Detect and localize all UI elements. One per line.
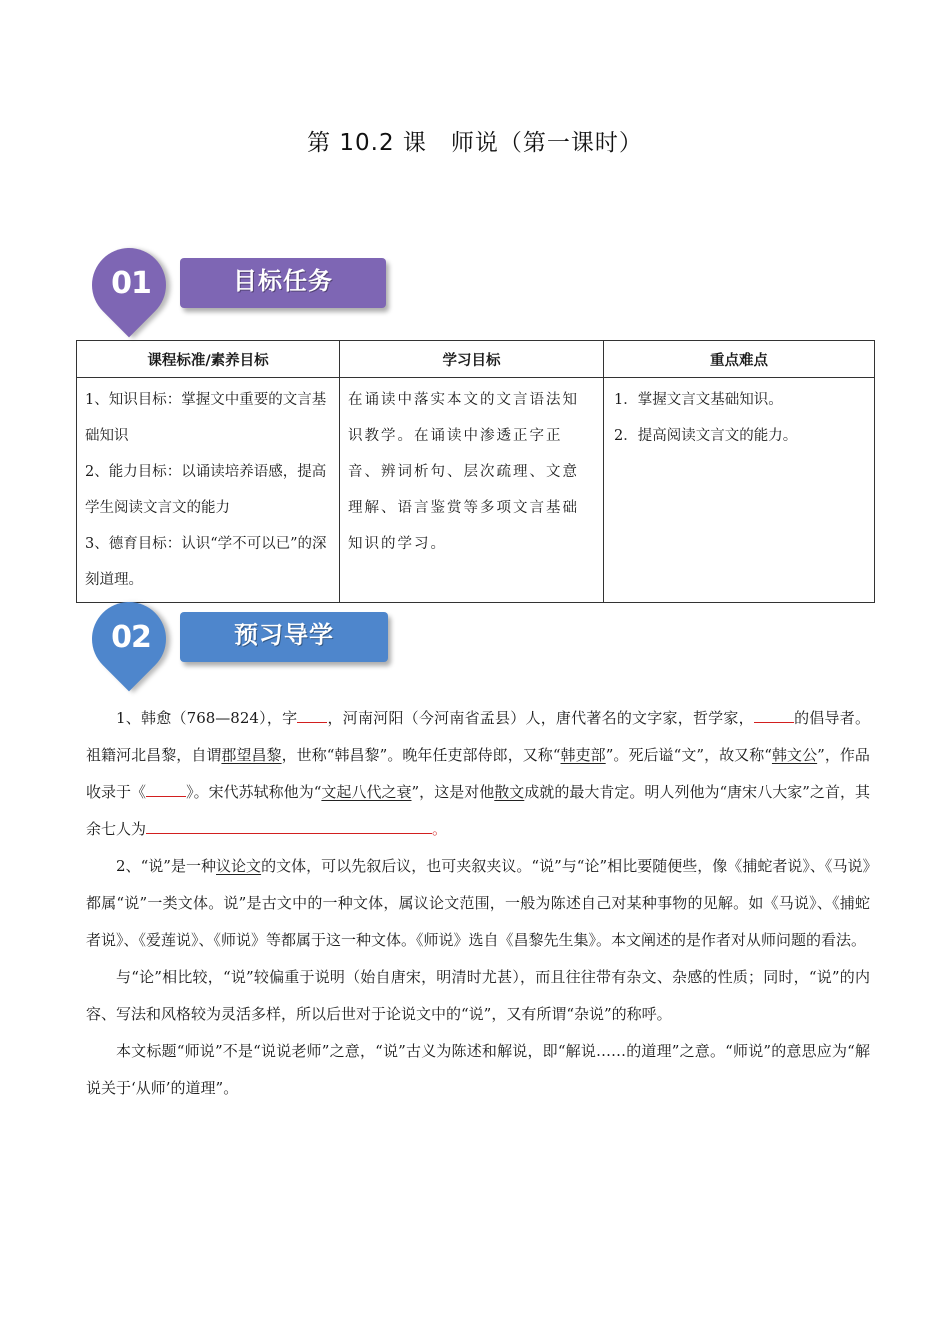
text-run: 成就的最大肯定。明人列他为“唐宋八大家”之首，其余七人为 xyxy=(86,783,870,838)
fill-blank[interactable] xyxy=(146,781,186,797)
badge-label-bar xyxy=(180,612,388,662)
section-badge-goals xyxy=(92,248,392,328)
standard-morality: 3、德育目标：认识“学不可以已”的深刻道理。 xyxy=(85,536,327,588)
paragraph-shuo-genre xyxy=(86,848,870,959)
preview-content xyxy=(86,700,870,1107)
paragraph-comparison: 与“论”相比较，“说”较偏重于说明（始自唐宋，明清时尤甚），而且往往带有杂文、杂感的性质；同时，“说”的内容、写法和风格较为灵活多样，所以后世对于论说文中的“说”，又有所谓“杂说”的称呼。 xyxy=(86,968,870,1023)
text-run: 1、韩愈（768—824），字 xyxy=(116,709,298,727)
underlined-term: 议论文 xyxy=(216,857,262,875)
objectives-cell: 在诵读中落实本文的文言语法知识教学。在诵读中渗透正字正音、辨词析句、层次疏理、文意理解、语言鉴赏等多项文言基础知识的学习。 xyxy=(340,378,604,603)
fill-blank[interactable] xyxy=(297,707,327,723)
badge-label: 预习导学 xyxy=(234,621,334,649)
badge-number: 02 xyxy=(111,620,151,655)
standard-ability: 2、能力目标：以诵读培养语感，提高学生阅读文言文的能力 xyxy=(85,464,327,516)
paragraph-title-meaning: 本文标题“师说”不是“说说老师”之意，“说”古义为陈述和解说，即“解说……的道理”之意。“师说”的意思应为“解说关于‘从师’的道理”。 xyxy=(86,1042,870,1097)
badge-label-bar xyxy=(180,258,386,308)
table-header-row xyxy=(77,341,875,378)
text-run: ”，这是对他 xyxy=(411,783,495,801)
standard-knowledge: 1、知识目标：掌握文中重要的文言基础知识 xyxy=(85,392,327,444)
keypoints-cell xyxy=(604,378,875,603)
underlined-term: 韩吏部 xyxy=(560,746,606,764)
text-run: 。 xyxy=(432,820,448,838)
text-run: ，河南河阳（今河南省孟县）人，唐代著名的文字家，哲学家， xyxy=(327,709,754,727)
underlined-term: 郡望昌黎 xyxy=(221,746,282,764)
page-title xyxy=(0,124,950,157)
table-header-standards: 课程标准/素养目标 xyxy=(77,341,340,378)
title-topic: 师说（第一课时） xyxy=(450,130,643,156)
underlined-term: 文起八代之衰 xyxy=(321,783,412,801)
text-run: ”。死后谥“文”，故又称“ xyxy=(605,746,772,764)
section-badge-preview xyxy=(92,602,392,682)
fill-blank[interactable] xyxy=(754,707,794,723)
table-row xyxy=(77,378,875,603)
standards-cell xyxy=(77,378,340,603)
title-lesson: 第 10.2 课 xyxy=(307,130,427,156)
fill-blank[interactable] xyxy=(146,818,432,834)
badge-number: 01 xyxy=(111,266,151,301)
paragraph-han-yu xyxy=(86,700,870,848)
goals-table xyxy=(76,340,875,603)
table-header-objectives: 学习目标 xyxy=(340,341,604,378)
text-run: 的文体，可以先叙后议，也可夹叙夹议。“说”与“论”相比要随便些，像《捕蛇者说》、《马说》都属“说”一类文体。说”是古文中的一种文体，属议论文范围，一般为陈述自己对某种事物的见解。如《马说》、《捕蛇者说》、《爱莲说》、《师说》等都属于这一种文体。《师说》选自《昌黎先生集》。本文阐述的是作者对从师问题的看法。 xyxy=(86,857,870,949)
keypoint-item: 2．提高阅读文言文的能力。 xyxy=(614,428,798,444)
underlined-term: 韩文公 xyxy=(771,746,818,764)
keypoint-item: 1．掌握文言文基础知识。 xyxy=(614,392,783,408)
text-run: 的倡导者。祖籍河北昌黎，自谓 xyxy=(86,709,870,764)
underlined-term: 散文 xyxy=(494,783,525,801)
text-run: ，世称“韩昌黎”。晚年任吏部侍郎，又称“ xyxy=(281,746,561,764)
table-header-keypoints: 重点难点 xyxy=(604,341,875,378)
badge-label: 目标任务 xyxy=(233,267,333,295)
text-run: ”，作品收录于《 xyxy=(86,746,870,801)
text-run: 》。宋代苏轼称他为“ xyxy=(186,783,322,801)
text-run: 2、“说”是一种 xyxy=(116,857,217,875)
